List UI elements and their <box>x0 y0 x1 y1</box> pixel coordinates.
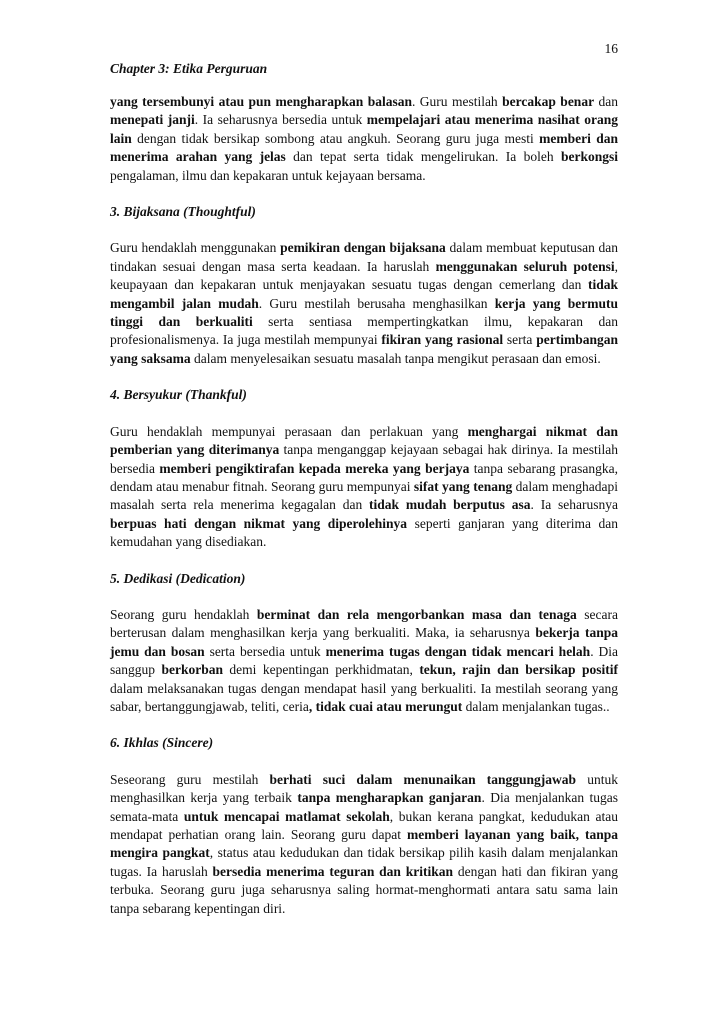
body-text: , keupayaan dan kepakaran untuk menjayakan sesuatu tugas dengan cemerlang dan <box>110 258 618 293</box>
emphasis-text: berhati suci dalam menunaikan tanggungjawab <box>269 771 577 787</box>
body-text: . Guru mestilah berusaha menghasilkan <box>258 295 495 311</box>
body-text: , status atau kedudukan dan tidak bersikap pilih kasih dalam menjalankan tugas. Ia haruslah <box>110 845 618 879</box>
body-text: dan <box>594 94 618 109</box>
emphasis-text: pertimbangan yang saksama <box>110 332 618 366</box>
paragraph <box>110 771 618 918</box>
emphasis-text: kerja yang bermutu tinggi dan berkualiti <box>110 295 619 330</box>
chapter-title: Chapter 3: Etika Perguruan <box>110 61 268 76</box>
body-text: . Dia menjalankan tugas semata-mata <box>110 790 618 824</box>
body-text: Guru hendaklah mempunyai perasaan dan perlakuan yang <box>110 423 468 439</box>
emphasis-text: sifat yang tenang <box>413 478 513 494</box>
emphasis-text: tekun, rajin dan bersikap positif <box>419 662 618 678</box>
body-text: dalam membuat keputusan dan tindakan sesuai dengan masa serta keadaan. Ia haruslah <box>110 240 619 274</box>
body-text: dalam menghadapi masalah serta rela menerima kegagalan dan <box>110 478 618 513</box>
paragraph <box>110 423 618 552</box>
section-heading: 5. Dedikasi (Dedication) <box>110 570 246 586</box>
emphasis-text: menggunakan seluruh potensi <box>435 258 615 274</box>
emphasis-text: tidak mudah berputus asa <box>369 497 531 513</box>
document-body <box>110 93 618 936</box>
emphasis-text: bersedia menerima teguran dan kritikan <box>212 863 454 879</box>
emphasis-text: tanpa mengharapkan ganjaran <box>297 790 482 806</box>
body-text: seperti ganjaran yang diterima dan kemudahan yang disediakan. <box>110 515 618 550</box>
emphasis-text: untuk mencapai matlamat sekolah <box>183 808 390 824</box>
body-text: dengan tidak bersikap sombong atau angkuh. Seorang guru juga mesti <box>131 130 540 146</box>
body-text: dengan hati dan fikiran yang terbuka. Seorang guru juga seharusnya saling hormat-menghormati antara satu sama lain tanpa sebarang kepentingan diri. <box>110 863 619 916</box>
body-text: . Dia sanggup <box>110 643 618 678</box>
emphasis-text: berminat dan rela mengorbankan masa dan tenaga <box>256 606 577 622</box>
emphasis-text: berpuas hati dengan nikmat yang diperolehinya <box>110 515 408 531</box>
body-text: serta <box>503 332 537 348</box>
emphasis-text: menerima tugas dengan tidak mencari helah <box>325 643 591 659</box>
body-text: Seseorang guru mestilah <box>110 771 270 787</box>
paragraph <box>110 93 618 185</box>
section-heading: 6. Ikhlas (Sincere) <box>110 735 214 751</box>
body-text: Seorang guru hendaklah <box>110 606 257 622</box>
emphasis-text: bekerja tanpa jemu dan bosan <box>110 625 619 659</box>
emphasis-text: pemikiran dengan bijaksana <box>280 240 446 256</box>
section-heading: 4. Bersyukur (Thankful) <box>110 387 247 403</box>
page-number: 16 <box>604 41 618 56</box>
emphasis-text: yang tersembunyi atau pun mengharapkan balasan <box>110 94 412 109</box>
body-text: dalam melaksanakan tugas dengan mendapat hasil yang berkualiti. Ia mestilah seorang yang sabar, bertanggungjawab, teliti, ceria <box>110 680 618 714</box>
body-text: . Ia seharusnya bersedia untuk <box>194 112 367 128</box>
body-text: . Ia seharusnya <box>530 497 618 513</box>
body-text: tanpa menganggap kejayaan sebagai hak dirinya. Ia mestilah bersedia <box>110 442 618 476</box>
paragraph <box>110 239 618 368</box>
body-text: . Guru mestilah <box>411 94 503 109</box>
emphasis-text: berkorban <box>161 662 223 678</box>
emphasis-text: mempelajari atau menerima nasihat orang lain <box>110 112 618 146</box>
body-text: , bukan kerana pangkat, kedudukan atau mendapat perhatian orang lain. Seorang guru dapat <box>110 808 618 842</box>
emphasis-text: berkongsi <box>560 149 618 165</box>
emphasis-text: memberi pengiktirafan kepada mereka yang berjaya <box>159 460 470 476</box>
body-text: demi kepentingan perkhidmatan, <box>222 662 420 678</box>
body-text: dan tepat serta tidak mengelirukan. Ia boleh <box>285 149 561 165</box>
body-text: dalam menyelesaikan sesuatu masalah tanpa mengikut perasaan dan emosi. <box>190 350 601 366</box>
emphasis-text: , tidak cuai atau merungut <box>308 698 463 714</box>
emphasis-text: tidak mengambil jalan mudah <box>110 277 618 311</box>
emphasis-text: memberi layanan yang baik, tanpa mengira pangkat <box>110 827 618 861</box>
body-text: serta bersedia untuk <box>204 643 326 659</box>
emphasis-text: menghargai nikmat dan pemberian yang diterimanya <box>110 423 618 458</box>
body-text: Guru hendaklah menggunakan <box>110 240 281 256</box>
paragraph <box>110 606 618 716</box>
body-text: dalam menjalankan tugas.. <box>462 698 610 714</box>
section-heading: 3. Bijaksana (Thoughtful) <box>110 204 256 220</box>
body-text: secara berterusan dalam menghasilkan kerja yang berkualiti. Maka, ia seharusnya <box>110 606 619 641</box>
emphasis-text: menepati janji <box>110 112 195 128</box>
body-text: tanpa sebarang prasangka, dendam atau menabur fitnah. Seorang guru mempunyai <box>110 460 618 494</box>
emphasis-text: memberi dan menerima arahan yang jelas <box>110 130 618 165</box>
emphasis-text: bercakap benar <box>502 94 595 109</box>
body-text: pengalaman, ilmu dan kepakaran untuk kejayaan bersama. <box>110 167 426 183</box>
emphasis-text: fikiran yang rasional <box>381 332 504 348</box>
body-text: untuk menghasilkan kerja yang terbaik <box>110 771 618 806</box>
body-text: serta sentiasa mempertingkatkan ilmu, kepakaran dan profesionalismenya. Ia juga mestilah mempunyai <box>110 314 618 348</box>
